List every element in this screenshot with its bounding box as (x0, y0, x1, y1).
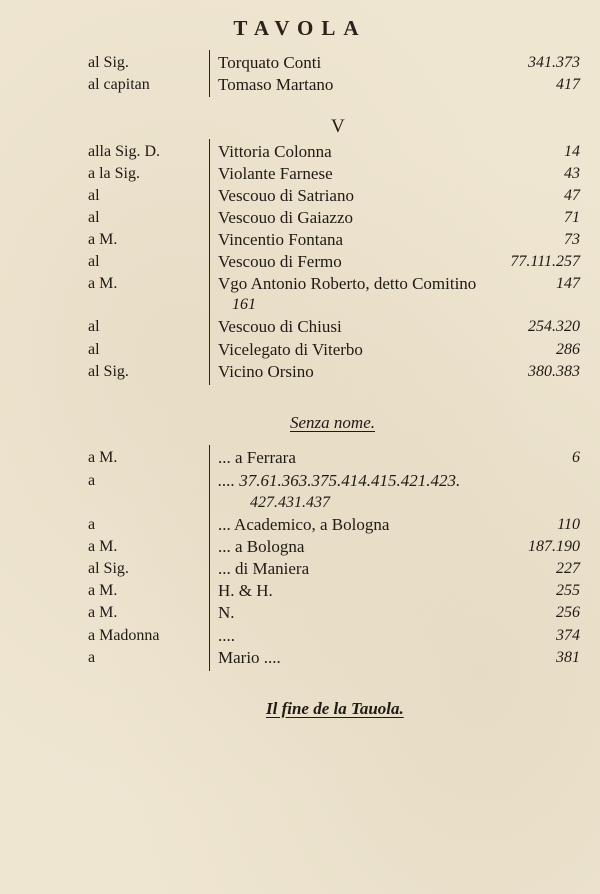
entry-pages: 71 (564, 209, 580, 226)
entry-name: ... Academico, a Bologna (218, 515, 390, 534)
entry-name: Vescouo di Satriano (218, 186, 354, 205)
entry-continuation (0, 492, 600, 514)
entry-name: Tomaso Martano (218, 75, 334, 94)
entry-addressee: alla Sig. D. (88, 143, 160, 160)
entry-addressee: al Sig. (88, 560, 129, 577)
continuation-pages: 161 (232, 296, 256, 313)
entry-addressee: a M. (88, 582, 118, 599)
entry-addressee: al (88, 209, 100, 226)
entry-addressee: al capitan (88, 76, 150, 93)
entry-pages: 6 (572, 449, 580, 466)
entry-name: Vescouo di Fermo (218, 252, 342, 271)
section-heading-senza-nome: Senza nome. (290, 413, 375, 432)
section-letter-v: V (331, 116, 345, 137)
entry-name: .... (218, 626, 235, 645)
entry-name: ... di Maniera (218, 559, 310, 578)
entry-addressee: a la Sig. (88, 165, 140, 182)
index-entry (0, 251, 600, 273)
index-entry (0, 514, 600, 536)
entry-pages: 77.111.257 (510, 253, 580, 270)
entry-name: Vicino Orsino (218, 362, 314, 381)
entry-name: Vincentio Fontana (218, 230, 344, 249)
entry-name: Vgo Antonio Roberto, detto Comitino (218, 274, 477, 293)
index-entry (0, 52, 600, 74)
index-entry (0, 558, 600, 580)
entry-addressee: a M. (88, 275, 118, 292)
entry-addressee: a (88, 472, 96, 489)
index-entry (0, 273, 600, 295)
index-entry (0, 207, 600, 229)
entry-pages: 254.320 (528, 318, 580, 335)
entry-addressee: al (88, 253, 100, 270)
entry-addressee: a (88, 649, 96, 666)
entry-pages: 341.373 (528, 54, 580, 71)
colophon: Il fine de la Tauola. (266, 699, 404, 718)
entry-pages: 47 (564, 187, 580, 204)
entry-addressee: al (88, 341, 100, 358)
entry-pages: 43 (564, 165, 580, 182)
index-entry (0, 339, 600, 361)
index-entry (0, 316, 600, 338)
entry-name: N. (218, 603, 235, 622)
entry-addressee: al Sig. (88, 54, 129, 71)
running-header: TAVOLA (233, 16, 367, 40)
index-entry (0, 625, 600, 647)
index-entry (0, 580, 600, 602)
entry-pages: 227 (556, 560, 580, 577)
entry-pages: 380.383 (528, 363, 580, 380)
entry-pages: 14 (564, 143, 580, 160)
entry-addressee: a (88, 516, 96, 533)
entry-addressee: al Sig. (88, 363, 129, 380)
entry-name: Mario .... (218, 648, 281, 667)
entry-addressee: a Madonna (88, 627, 160, 644)
entry-continuation (0, 294, 600, 316)
continuation-pages: 427.431.437 (250, 494, 330, 511)
entry-pages: 417 (556, 76, 580, 93)
entry-addressee: al (88, 187, 100, 204)
entry-name: Vescouo di Chiusi (218, 317, 342, 336)
entry-name: ... a Ferrara (218, 448, 296, 467)
index-entry (0, 602, 600, 624)
index-entry (0, 470, 600, 492)
entry-pages: 255 (556, 582, 580, 599)
entry-addressee: a M. (88, 449, 118, 466)
index-entry (0, 447, 600, 469)
entry-addressee: a M. (88, 231, 118, 248)
entry-pages: 110 (557, 516, 580, 533)
entry-pages: 374 (556, 627, 580, 644)
entry-name: Vittoria Colonna (218, 142, 332, 161)
index-entry (0, 361, 600, 383)
entry-pages: 381 (556, 649, 580, 666)
entry-name: ... a Bologna (218, 537, 305, 556)
entry-pages: 73 (564, 231, 580, 248)
index-entry (0, 185, 600, 207)
index-entry (0, 163, 600, 185)
index-entry (0, 74, 600, 96)
entry-pages: 256 (556, 604, 580, 621)
entry-name: .... 37.61.363.375.414.415.421.423. (218, 471, 461, 490)
entry-addressee: a M. (88, 538, 118, 555)
entry-name: Torquato Conti (218, 53, 322, 72)
entry-pages: 187.190 (528, 538, 580, 555)
index-entry (0, 536, 600, 558)
entry-name: H. & H. (218, 581, 273, 600)
entry-addressee: al (88, 318, 100, 335)
entry-name: Violante Farnese (218, 164, 333, 183)
index-entry (0, 141, 600, 163)
entry-addressee: a M. (88, 604, 118, 621)
index-entry (0, 229, 600, 251)
index-entry (0, 647, 600, 669)
entry-name: Vescouo di Gaiazzo (218, 208, 354, 227)
entry-pages: 286 (556, 341, 580, 358)
entry-pages: 147 (556, 275, 580, 292)
entry-name: Vicelegato di Viterbo (218, 340, 363, 359)
